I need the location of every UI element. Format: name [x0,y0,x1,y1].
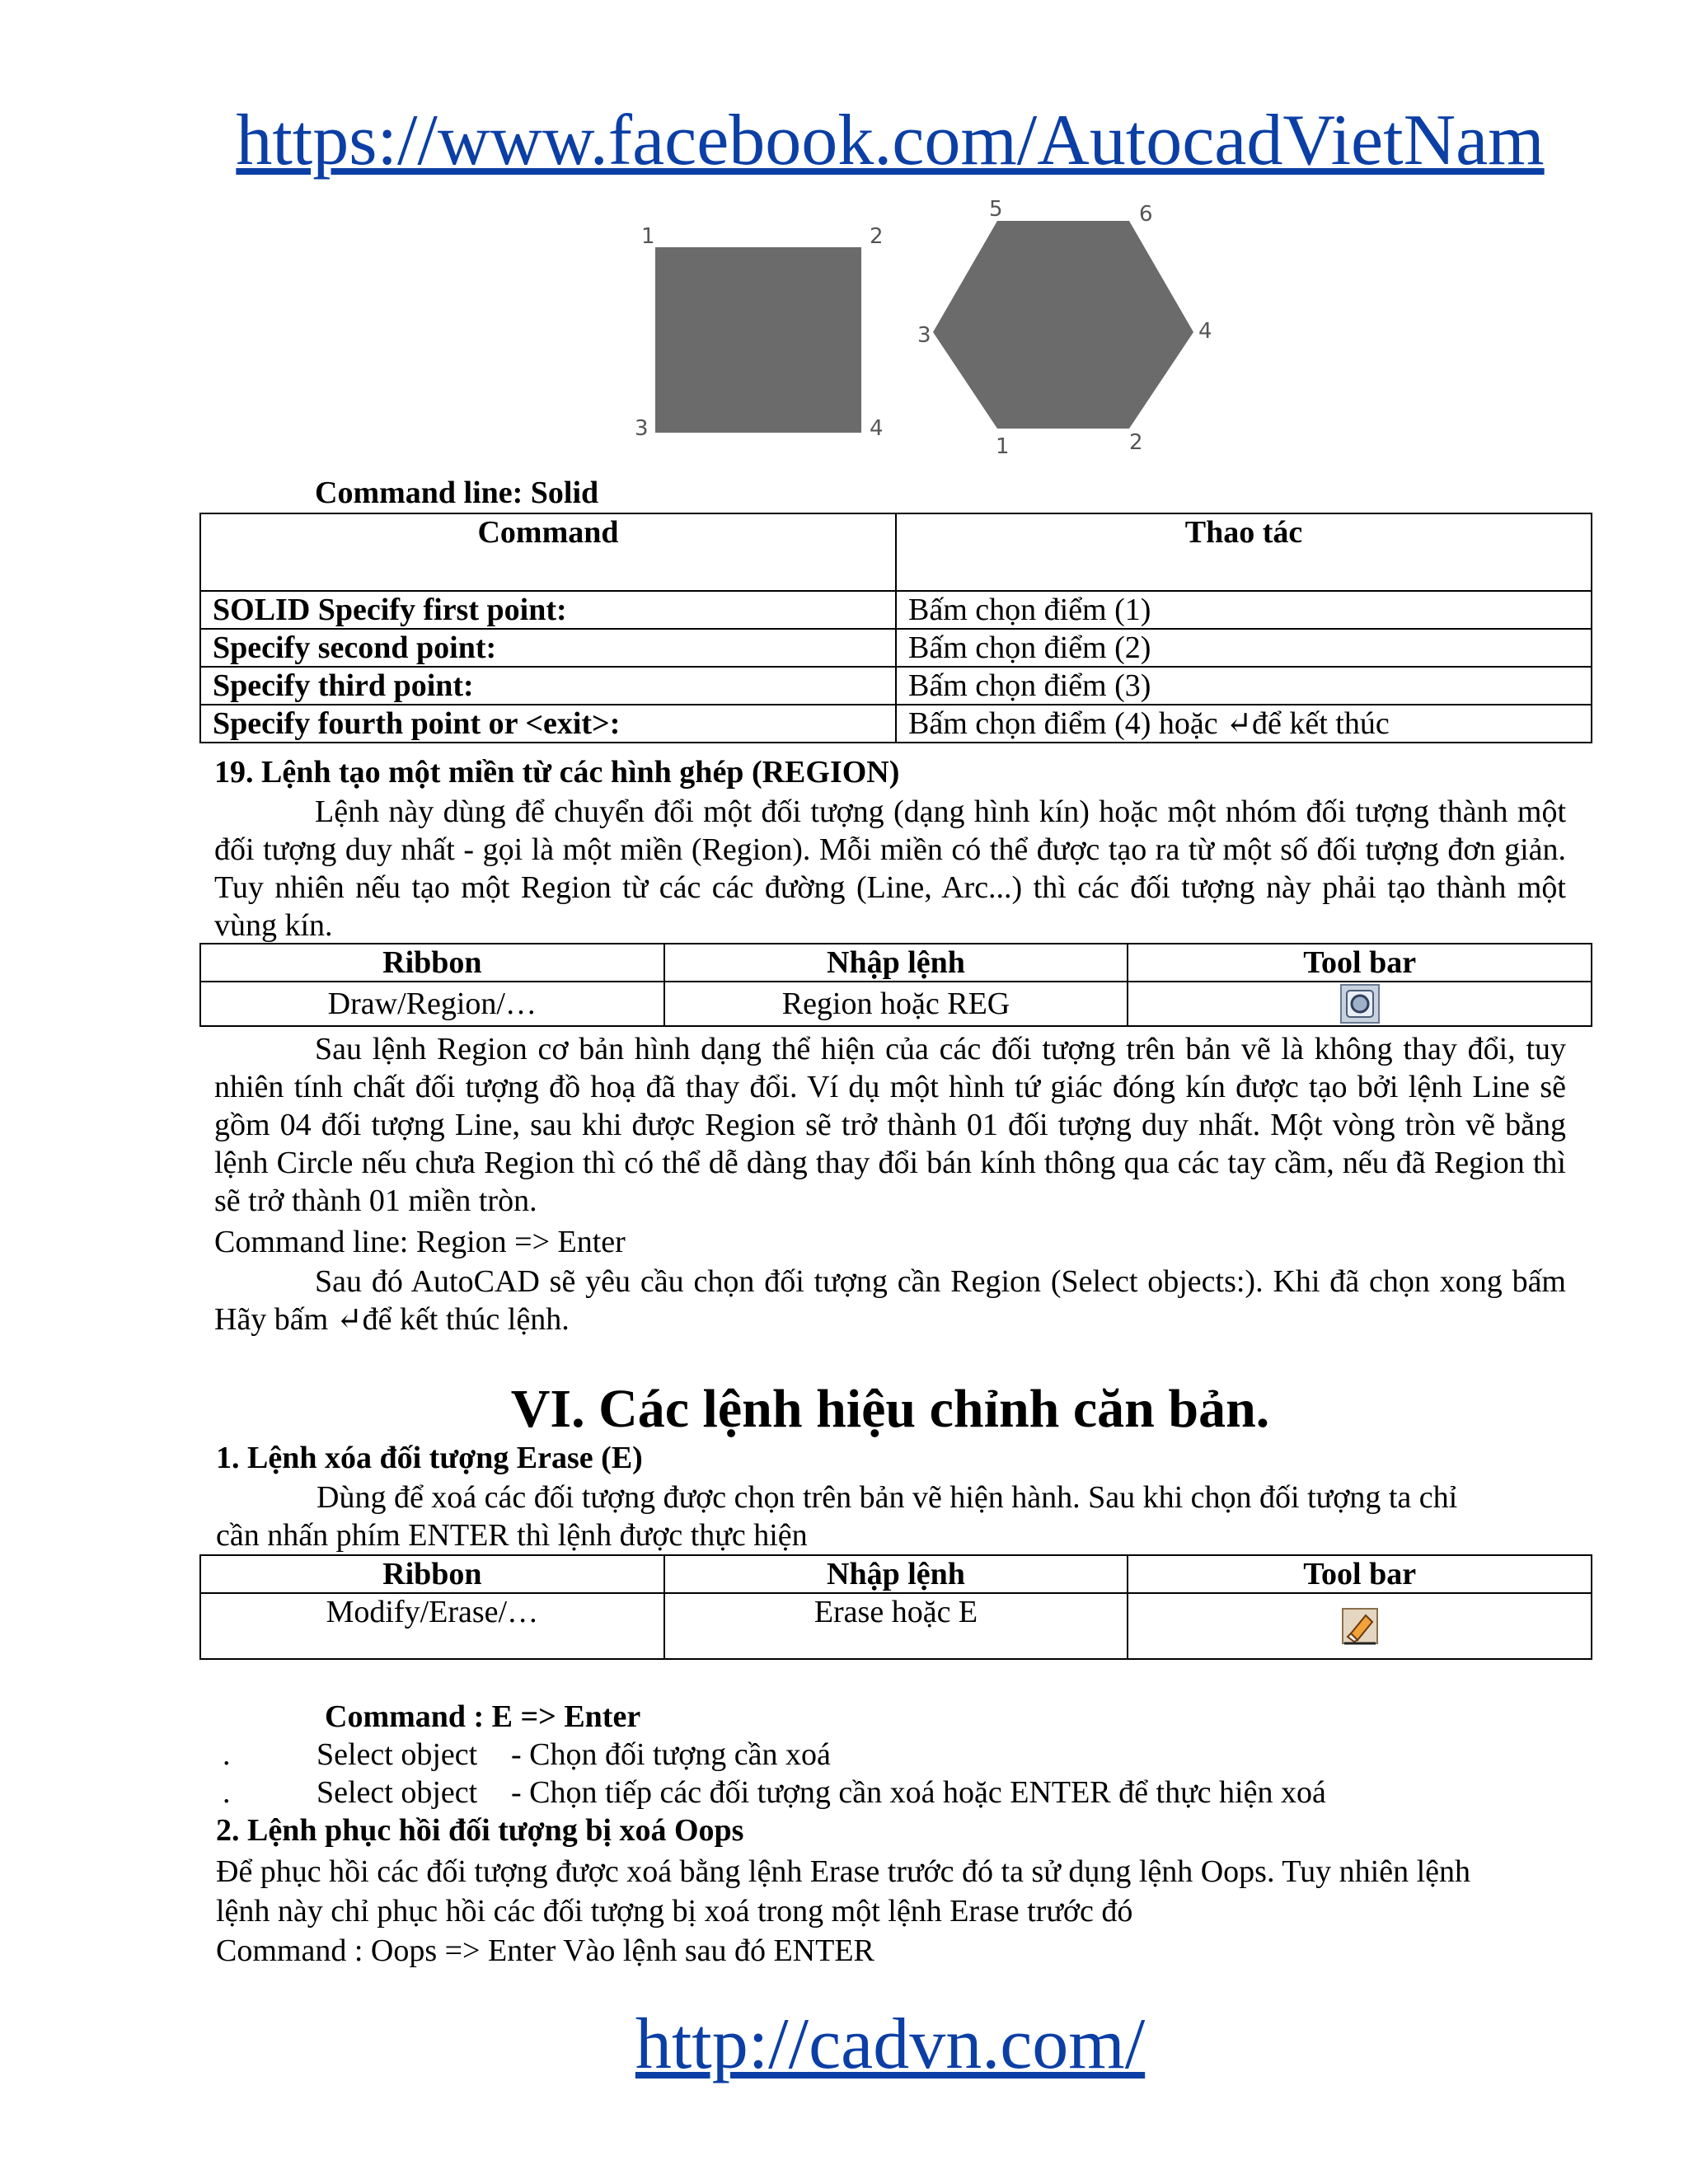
table-row [200,982,1592,1026]
erase-step-desc: - Chọn đối tượng cần xoá [511,1737,831,1772]
table-cell: Bấm chọn điểm (1) [896,591,1592,629]
section-title: VI. Các lệnh hiệu chỉnh căn bản. [510,1379,1270,1439]
hex-label-2: 2 [1129,430,1143,455]
table-row [200,705,1592,743]
table-cell: SOLID Specify first point: [200,591,896,629]
erase-step-bullet: . [223,1775,231,1810]
region-body: Sau lệnh Region cơ bản hình dạng thể hiện của các đối tượng trên bản vẽ là không thay đổi, tuy nhiên tính chất đối tượng đồ hoạ đã thay đổi. Ví dụ một hình tứ giác đóng kín được tạo bởi lệnh Line sẽ gồm 04 đối tượng Line, sau khi được Region sẽ trở thành 01 đối tượng duy nhất. Một vòng tròn vẽ bằng lệnh Circle nếu chưa Region thì có thể dễ dàng thay đổi bán kính thông qua các tay cầm, nếu đã Region thì sẽ trở thành 01 miền tròn. [214,1032,1566,1218]
table-cell: Specify fourth point or <exit>: [200,705,896,743]
square-label-4: 4 [870,416,884,441]
footer-link[interactable]: http://cadvn.com/ [635,2004,1146,2084]
hex-label-3: 3 [917,323,931,348]
region-heading: 19. Lệnh tạo một miền từ các hình ghép (REGION) [214,755,900,790]
table-cell [1128,1593,1592,1659]
oops-text-1: Để phục hồi các đối tượng được xoá bằng lệnh Erase trước đó ta sử dụng lệnh Oops. Tuy nhiên lệnh [216,1854,1471,1889]
oops-command: Command : Oops => Enter Vào lệnh sau đó ENTER [216,1933,874,1968]
square-label-3: 3 [635,416,649,441]
table-header: Nhập lệnh [664,944,1128,982]
solid-table [199,513,1592,743]
table-cell: Bấm chọn điểm (3) [896,667,1592,705]
table-cell: Specify second point: [200,629,896,667]
region-intro: Lệnh này dùng để chuyển đổi một đối tượng (dạng hình kín) hoặc một nhóm đối tượng thành một đối tượng duy nhất - gọi là một miền (Region). Mỗi miền có thể được tạo ra từ một số đối tượng đơn giản. Tuy nhiên nếu tạo một Region từ các các đường (Line, Arc...) thì các đối tượng này phải tạo thành một vùng kín. [214,794,1566,943]
oops-text-2: lệnh này chỉ phục hồi các đối tượng bị xoá trong một lệnh Erase trước đó [216,1894,1133,1929]
region-command-line: Command line: Region => Enter [214,1225,626,1259]
erase-step-bullet: . [223,1737,231,1772]
erase-command: Command : E => Enter [325,1699,641,1734]
table-row [200,667,1592,705]
table-header: Nhập lệnh [664,1555,1128,1593]
erase-table [199,1554,1592,1660]
region-table [199,943,1592,1027]
erase-step-label: Select object [316,1737,478,1772]
table-cell: Erase hoặc E [664,1593,1128,1659]
erase-step-label: Select object [316,1775,478,1810]
hex-label-4: 4 [1198,319,1212,344]
region-after: Sau đó AutoCAD sẽ yêu cầu chọn đối tượng cần Region (Select objects:). Khi đã chọn xong bấm Hãy bấm ↵để kết thúc lệnh. [214,1264,1566,1337]
table-cell: Bấm chọn điểm (2) [896,629,1592,667]
table-header: Command [200,513,896,591]
region-icon[interactable] [1339,983,1381,1024]
hex-label-6: 6 [1139,202,1153,227]
solid-figure [602,198,1228,470]
table-row [200,591,1592,629]
table-row [200,1593,1592,1659]
table-header: Tool bar [1128,1555,1592,1593]
solid-square [655,247,861,433]
table-header: Tool bar [1128,944,1592,982]
table-cell: Bấm chọn điểm (4) hoặc ↵để kết thúc [896,705,1592,743]
solid-hexagon [933,221,1193,429]
eraser-icon[interactable] [1339,1605,1381,1647]
table-header-row [200,944,1592,982]
oops-heading: 2. Lệnh phục hồi đối tượng bị xoá Oops [216,1813,744,1848]
hex-label-1: 1 [996,434,1010,459]
table-header-row [200,513,1592,591]
table-header: Thao tác [896,513,1592,591]
square-label-1: 1 [641,224,655,249]
table-cell: Specify third point: [200,667,896,705]
header-link[interactable]: https://www.facebook.com/AutocadVietNam [236,101,1545,180]
table-cell: Region hoặc REG [664,982,1128,1026]
table-row [200,629,1592,667]
table-header: Ribbon [200,944,664,982]
erase-heading: 1. Lệnh xóa đối tượng Erase (E) [216,1441,643,1475]
square-label-2: 2 [870,224,884,249]
erase-intro: Dùng để xoá các đối tượng được chọn trên bản vẽ hiện hành. Sau khi chọn đối tượng ta chỉ cần nhấn phím ENTER thì lệnh được thực hiện [216,1480,1458,1553]
erase-step-desc: - Chọn tiếp các đối tượng cần xoá hoặc ENTER để thực hiện xoá [511,1775,1326,1810]
table-cell: Modify/Erase/… [200,1593,664,1659]
table-header: Ribbon [200,1555,664,1593]
table-header-row [200,1555,1592,1593]
table-cell: Draw/Region/… [200,982,664,1026]
table-cell [1128,982,1592,1026]
solid-command-line: Command line: Solid [315,476,599,510]
hex-label-5: 5 [989,198,1003,222]
